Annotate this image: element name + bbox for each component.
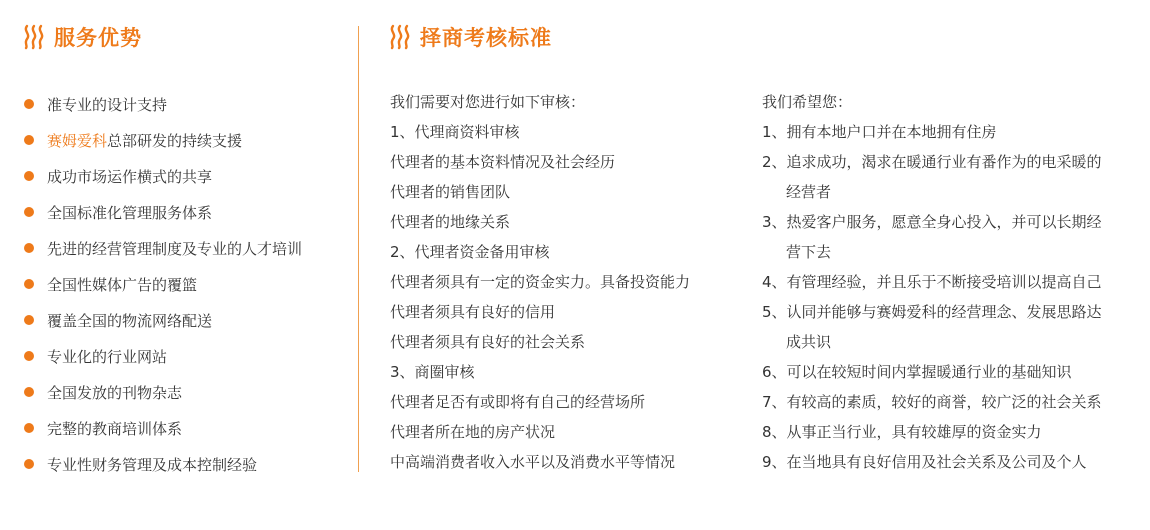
item-text: 专业性财务管理及成本控制经验 — [47, 455, 258, 474]
section-title: 择商考核标准 — [420, 26, 552, 50]
brand-name: 赛姆爱科 — [47, 131, 108, 150]
expectation-line: 9、在当地具有良好信用及社会关系及公司及个人 — [762, 453, 1087, 471]
list-item — [24, 302, 302, 338]
expectation-line: 3、热爱客户服务，愿意全身心投入，并可以长期经 — [762, 213, 1102, 231]
list-item — [24, 374, 302, 410]
dealer-criteria-heading — [388, 22, 552, 52]
audit-line: 代理者足否有或即将有自己的经营场所 — [390, 393, 646, 411]
item-text: 全国发放的刊物杂志 — [47, 383, 183, 402]
item-text: 先进的经营管理制度及专业的人才培训 — [47, 239, 303, 258]
list-item — [24, 194, 302, 230]
audit-line: 代理者的销售团队 — [390, 183, 511, 201]
item-text: 总部研发的持续支援 — [107, 131, 243, 150]
item-text: 覆盖全国的物流网络配送 — [47, 311, 213, 330]
item-text: 专业化的行业网站 — [47, 347, 168, 366]
bullet-icon — [24, 279, 34, 289]
expectation-line: 1、拥有本地户口并在本地拥有住房 — [762, 123, 997, 141]
advantages-list — [24, 86, 302, 482]
audit-line: 代理者的基本资料情况及社会经历 — [390, 153, 616, 171]
list-item — [24, 338, 302, 374]
audit-line: 代理者须具有良好的社会关系 — [390, 333, 586, 351]
bullet-icon — [24, 459, 34, 469]
bullet-icon — [24, 351, 34, 361]
bullet-icon — [24, 387, 34, 397]
audit-line: 代理者所在地的房产状况 — [390, 423, 556, 441]
expectation-line: 5、认同并能够与赛姆爱科的经营理念、发展思路达 — [762, 303, 1102, 321]
list-item — [24, 446, 302, 482]
expectation-line-continued: 成共识 — [786, 333, 832, 351]
bullet-icon — [24, 207, 34, 217]
audit-line: 中高端消费者收入水平以及消费水平等情况 — [390, 453, 676, 471]
list-item — [24, 266, 302, 302]
expectation-line: 4、有管理经验，并且乐于不断接受培训以提高自己 — [762, 273, 1102, 291]
bullet-icon — [24, 99, 34, 109]
audit-line: 我们需要对您进行如下审核： — [390, 93, 586, 111]
list-item — [24, 410, 302, 446]
expectation-line: 7、有较高的素质，较好的商誉，较广泛的社会关系 — [762, 393, 1102, 411]
audit-line: 2、代理者资金备用审核 — [390, 243, 550, 261]
heat-wave-icon — [22, 24, 46, 50]
item-text: 成功市场运作横式的共享 — [47, 167, 213, 186]
section-title: 服务优势 — [54, 26, 142, 50]
audit-line: 1、代理商资料审核 — [390, 123, 520, 141]
bullet-icon — [24, 315, 34, 325]
expectation-line-continued: 营下去 — [786, 243, 832, 261]
bullet-icon — [24, 423, 34, 433]
audit-requirements-list — [390, 87, 690, 477]
expectation-line-continued: 经营者 — [786, 183, 832, 201]
expectation-line: 8、从事正当行业，具有较雄厚的资金实力 — [762, 423, 1042, 441]
expectations-list — [762, 87, 1102, 477]
item-text: 全国性媒体广告的覆篮 — [47, 275, 198, 294]
column-divider — [358, 26, 359, 472]
item-text: 全国标准化管理服务体系 — [47, 203, 213, 222]
service-advantages-heading — [22, 22, 142, 52]
audit-line: 代理者的地缘关系 — [390, 213, 511, 231]
audit-line: 代理者须具有良好的信用 — [390, 303, 556, 321]
bullet-icon — [24, 243, 34, 253]
bullet-icon — [24, 171, 34, 181]
list-item — [24, 122, 302, 158]
item-text: 准专业的设计支持 — [47, 95, 168, 114]
list-item — [24, 86, 302, 122]
audit-line: 代理者须具有一定的资金实力。具备投资能力 — [390, 273, 691, 291]
list-item — [24, 230, 302, 266]
audit-line: 3、商圈审核 — [390, 363, 475, 381]
item-text: 完整的教商培训体系 — [47, 419, 183, 438]
expectation-line: 我们希望您： — [762, 93, 853, 111]
expectation-line: 6、可以在较短时间内掌握暖通行业的基础知识 — [762, 363, 1072, 381]
heat-wave-icon — [388, 24, 412, 50]
bullet-icon — [24, 135, 34, 145]
expectation-line: 2、追求成功，渴求在暖通行业有番作为的电采暖的 — [762, 153, 1102, 171]
list-item — [24, 158, 302, 194]
